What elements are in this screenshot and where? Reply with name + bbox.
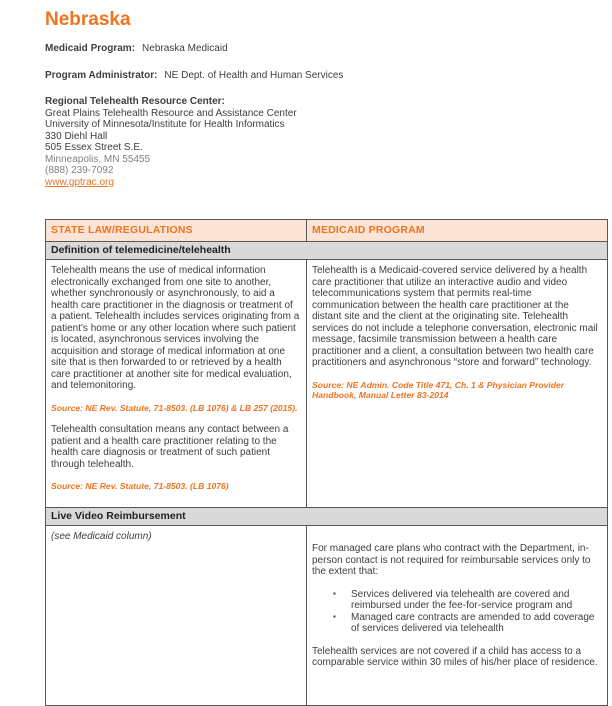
program-administrator-label: Program Administrator: <box>45 69 158 81</box>
managed-care-intro-paragraph: For managed care plans who contract with the Department, in-person contact is not required for reimbursable services only to the extent that: <box>312 543 591 577</box>
bullet-item <box>331 589 601 612</box>
page-title: Nebraska <box>45 9 131 30</box>
section-row-live-video <box>46 507 608 526</box>
address-line-1: 330 Diehl Hall <box>45 130 108 142</box>
bullet-item <box>331 612 601 635</box>
live-video-content-row <box>46 526 608 706</box>
program-administrator-value: NE Dept. of Health and Human Services <box>164 69 344 81</box>
column-header-state-law: STATE LAW/REGULATIONS <box>46 220 307 242</box>
source-citation-3: Source: NE Admin. Code Title 471, Ch. 1 & Physician Provider Handbook, Manual Letter 83-2014 <box>312 379 565 400</box>
square-bullet-icon: ▪ <box>333 588 336 598</box>
live-video-medicaid-cell <box>307 526 608 706</box>
live-video-state-law-cell <box>46 526 307 706</box>
column-header-medicaid-program: MEDICAID PROGRAM <box>307 220 608 242</box>
medicaid-program-field <box>45 43 607 55</box>
program-administrator-field <box>45 70 607 82</box>
address-line-2: 505 Essex Street S.E. <box>45 142 143 153</box>
definition-medicaid-paragraph: Telehealth is a Medicaid-covered service delivered by a health care practitioner that utilize an interactive audio and video telecommunications system that permits real-time communication between the health care practitioner at the distant site and the client at the originating site. Telehealth services do not include a telephone conversation, electronic mail message, facsimile transmission between a health care practitioner and a client, a consultation between two health care practitioners and asynchronous “store and forward” technology. <box>312 265 598 368</box>
section-title-live-video: Live Video Reimbursement <box>46 507 608 526</box>
resource-center-label: Regional Telehealth Resource Center: <box>45 96 225 107</box>
coverage-limitation-paragraph: Telehealth services are not covered if a child has access to a comparable service within 30 miles of his/her place of residence. <box>312 645 598 668</box>
table-header-row <box>46 220 608 242</box>
address-city-line: Minneapolis, MN 55455 <box>45 153 151 165</box>
definition-medicaid-cell <box>307 260 608 508</box>
definition-content-row <box>46 260 608 508</box>
source-citation-1: Source: NE Rev. Statute, 71-8503. (LB 1076) & LB 257 (2015). <box>51 402 298 413</box>
definition-state-law-cell <box>46 260 307 508</box>
phone-number: (888) 239-7092 <box>45 165 114 176</box>
resource-center-block <box>45 96 607 188</box>
medicaid-program-label: Medicaid Program: <box>45 43 136 54</box>
section-title-definition: Definition of telemedicine/telehealth <box>46 241 608 260</box>
gptrac-link[interactable]: www.gptrac.org <box>45 176 114 188</box>
see-medicaid-column-note: (see Medicaid column) <box>51 531 152 542</box>
resource-center-name: Great Plains Telehealth Resource and Assistance Center <box>45 107 297 119</box>
source-citation-2: Source: NE Rev. Statute, 71-8503. (LB 1076) <box>51 481 229 491</box>
resource-center-institute: University of Minnesota/Institute for Health Informatics <box>45 119 285 130</box>
square-bullet-icon: ▪ <box>333 611 336 621</box>
medicaid-program-value: Nebraska Medicaid <box>142 43 228 54</box>
bullet-list <box>331 589 601 635</box>
section-row-definition <box>46 241 608 260</box>
definition-state-law-paragraph-2: Telehealth consultation means any contact between a patient and a health care practitioner relating to the health care diagnosis or treatment of such patient through telehealth. <box>51 424 289 470</box>
policy-comparison-table <box>45 219 608 706</box>
bullet-item-text: Managed care contracts are amended to add coverage of services delivered via telehealth <box>351 611 595 634</box>
bullet-item-text: Services delivered via telehealth are covered and reimbursed under the fee-for-service program and <box>351 588 573 611</box>
definition-state-law-paragraph-1: Telehealth means the use of medical information electronically exchanged from one site to another, whether synchronously or asynchronously, to aid a health care practitioner in the diagnosis or treatment of a patient. Telehealth includes services originating from a patient's home or any other location where such patient is located, asynchronous services involving the acquisition and storage of medical information at one site that is then forwarded to or retrieved by a health care practitioner at another site for medical evaluation, and telemonitoring. <box>51 265 300 391</box>
